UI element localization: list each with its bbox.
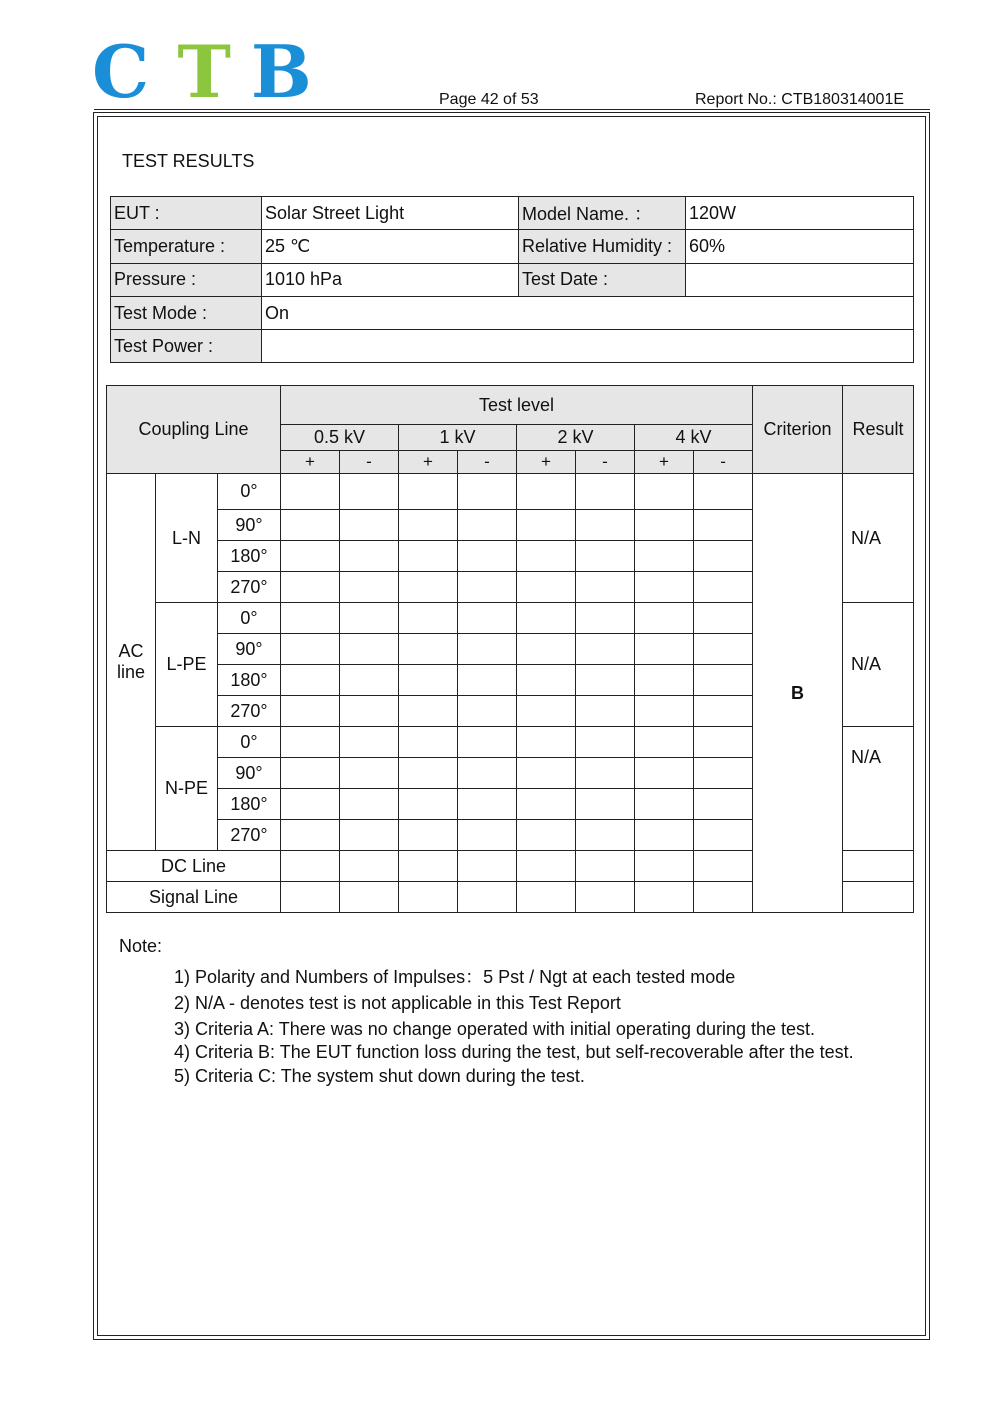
test-mode-value: On bbox=[262, 296, 914, 329]
angle-cell: 180° bbox=[218, 789, 281, 820]
coupling-line-header: Coupling Line bbox=[107, 386, 281, 474]
angle-cell: 90° bbox=[218, 634, 281, 665]
value-cell bbox=[576, 603, 635, 634]
value-cell bbox=[517, 758, 576, 789]
value-cell bbox=[340, 634, 399, 665]
temperature-value: 25 ℃ bbox=[262, 230, 519, 263]
value-cell bbox=[340, 758, 399, 789]
value-cell bbox=[517, 727, 576, 758]
result-header: Result bbox=[843, 386, 914, 474]
value-cell bbox=[635, 541, 694, 572]
value-cell bbox=[458, 727, 517, 758]
group-label-l-pe: L-PE bbox=[156, 603, 218, 727]
notes-list bbox=[174, 963, 854, 1087]
note-item: 3) Criteria A: There was no change operated with initial operating during the test. bbox=[174, 1019, 816, 1039]
value-cell bbox=[399, 789, 458, 820]
ctb-logo bbox=[92, 29, 314, 114]
value-cell bbox=[281, 510, 340, 541]
value-cell bbox=[399, 603, 458, 634]
value-cell bbox=[340, 474, 399, 510]
value-cell bbox=[340, 665, 399, 696]
humidity-label: Relative Humidity : bbox=[519, 230, 686, 263]
table-row bbox=[107, 474, 914, 510]
value-cell bbox=[458, 572, 517, 603]
test-info-table bbox=[110, 196, 914, 363]
value-cell bbox=[576, 727, 635, 758]
value-cell bbox=[281, 603, 340, 634]
value-cell bbox=[340, 696, 399, 727]
value-cell bbox=[281, 758, 340, 789]
value-cell bbox=[458, 603, 517, 634]
value-cell bbox=[635, 758, 694, 789]
value-cell bbox=[340, 510, 399, 541]
info-row bbox=[111, 230, 914, 263]
value-cell bbox=[576, 665, 635, 696]
eut-value: Solar Street Light bbox=[262, 197, 519, 230]
polarity-minus: - bbox=[576, 451, 635, 474]
value-cell bbox=[281, 474, 340, 510]
value-cell bbox=[399, 851, 458, 882]
value-cell bbox=[399, 572, 458, 603]
result-dc-line bbox=[843, 851, 914, 882]
value-cell bbox=[576, 474, 635, 510]
value-cell bbox=[694, 634, 753, 665]
value-cell bbox=[694, 820, 753, 851]
dc-line-label: DC Line bbox=[107, 851, 281, 882]
value-cell bbox=[694, 727, 753, 758]
test-date-label: Test Date : bbox=[519, 263, 686, 296]
value-cell bbox=[576, 572, 635, 603]
value-cell bbox=[694, 510, 753, 541]
value-cell bbox=[281, 851, 340, 882]
value-cell bbox=[399, 727, 458, 758]
value-cell bbox=[458, 789, 517, 820]
value-cell bbox=[399, 758, 458, 789]
info-row bbox=[111, 296, 914, 329]
angle-cell: 0° bbox=[218, 603, 281, 634]
value-cell bbox=[517, 882, 576, 913]
value-cell bbox=[340, 603, 399, 634]
value-cell bbox=[281, 789, 340, 820]
value-cell bbox=[694, 474, 753, 510]
angle-cell: 90° bbox=[218, 510, 281, 541]
pressure-label: Pressure : bbox=[111, 263, 262, 296]
group-label-n-pe: N-PE bbox=[156, 727, 218, 851]
value-cell bbox=[635, 474, 694, 510]
page-number: Page 42 of 53 bbox=[439, 91, 539, 108]
value-cell bbox=[694, 665, 753, 696]
value-cell bbox=[635, 603, 694, 634]
note-item: 5) Criteria C: The system shut down during the test. bbox=[174, 1066, 585, 1086]
value-cell bbox=[517, 789, 576, 820]
value-cell bbox=[458, 758, 517, 789]
value-cell bbox=[635, 572, 694, 603]
value-cell bbox=[281, 882, 340, 913]
polarity-plus: + bbox=[517, 451, 576, 474]
value-cell bbox=[694, 603, 753, 634]
test-results-table bbox=[106, 385, 914, 913]
humidity-value: 60% bbox=[686, 230, 914, 263]
test-level-header: Test level bbox=[281, 386, 753, 425]
value-cell bbox=[576, 510, 635, 541]
value-cell bbox=[576, 696, 635, 727]
value-cell bbox=[635, 727, 694, 758]
value-cell bbox=[340, 882, 399, 913]
value-cell bbox=[340, 727, 399, 758]
report-number: Report No.: CTB180314001E bbox=[695, 91, 905, 108]
value-cell bbox=[517, 603, 576, 634]
value-cell bbox=[458, 541, 517, 572]
test-mode-label: Test Mode : bbox=[111, 296, 262, 329]
value-cell bbox=[399, 541, 458, 572]
value-cell bbox=[635, 634, 694, 665]
polarity-minus: - bbox=[694, 451, 753, 474]
criterion-value: B bbox=[753, 474, 843, 913]
value-cell bbox=[399, 510, 458, 541]
logo-letter-c: C bbox=[92, 29, 152, 114]
value-cell bbox=[576, 820, 635, 851]
value-cell bbox=[517, 510, 576, 541]
result-l-pe: N/A bbox=[843, 603, 914, 727]
value-cell bbox=[635, 882, 694, 913]
value-cell bbox=[517, 541, 576, 572]
value-cell bbox=[340, 851, 399, 882]
value-cell bbox=[517, 572, 576, 603]
header-row bbox=[107, 386, 914, 425]
note-item: 2) N/A - denotes test is not applicable in this Test Report bbox=[174, 993, 621, 1013]
level-header: 0.5 kV bbox=[281, 425, 399, 451]
angle-cell: 0° bbox=[218, 727, 281, 758]
value-cell bbox=[694, 851, 753, 882]
polarity-plus: + bbox=[399, 451, 458, 474]
value-cell bbox=[458, 665, 517, 696]
value-cell bbox=[517, 696, 576, 727]
value-cell bbox=[281, 634, 340, 665]
model-label: Model Name. ： bbox=[519, 197, 686, 230]
logo-letter-t: T bbox=[177, 29, 233, 114]
value-cell bbox=[281, 696, 340, 727]
angle-cell: 90° bbox=[218, 758, 281, 789]
section-title: TEST RESULTS bbox=[122, 151, 255, 171]
value-cell bbox=[694, 758, 753, 789]
value-cell bbox=[281, 820, 340, 851]
criterion-header: Criterion bbox=[753, 386, 843, 474]
result-n-pe: N/A bbox=[843, 727, 914, 851]
logo-letter-b: B bbox=[250, 29, 314, 114]
value-cell bbox=[576, 789, 635, 820]
model-value: 120W bbox=[686, 197, 914, 230]
test-power-label: Test Power : bbox=[111, 330, 262, 363]
value-cell bbox=[340, 820, 399, 851]
group-label-l-n: L-N bbox=[156, 474, 218, 603]
pressure-value: 1010 hPa bbox=[262, 263, 519, 296]
value-cell bbox=[694, 696, 753, 727]
header-rule bbox=[94, 109, 930, 110]
angle-cell: 0° bbox=[218, 474, 281, 510]
value-cell bbox=[576, 541, 635, 572]
value-cell bbox=[517, 820, 576, 851]
angle-cell: 180° bbox=[218, 665, 281, 696]
value-cell bbox=[576, 882, 635, 913]
info-row bbox=[111, 197, 914, 230]
value-cell bbox=[281, 541, 340, 572]
notes-title: Note: bbox=[119, 936, 163, 956]
value-cell bbox=[399, 634, 458, 665]
value-cell bbox=[694, 882, 753, 913]
polarity-plus: + bbox=[281, 451, 340, 474]
value-cell bbox=[635, 665, 694, 696]
polarity-plus: + bbox=[635, 451, 694, 474]
value-cell bbox=[458, 820, 517, 851]
value-cell bbox=[458, 634, 517, 665]
level-header: 2 kV bbox=[517, 425, 635, 451]
value-cell bbox=[340, 789, 399, 820]
angle-cell: 270° bbox=[218, 572, 281, 603]
value-cell bbox=[635, 820, 694, 851]
value-cell bbox=[340, 572, 399, 603]
value-cell bbox=[458, 474, 517, 510]
value-cell bbox=[399, 665, 458, 696]
info-row bbox=[111, 330, 914, 363]
value-cell bbox=[576, 758, 635, 789]
value-cell bbox=[458, 696, 517, 727]
value-cell bbox=[281, 665, 340, 696]
note-item: 4) Criteria B: The EUT function loss during the test, but self-recoverable after the test. bbox=[174, 1042, 854, 1062]
polarity-minus: - bbox=[458, 451, 517, 474]
value-cell bbox=[694, 572, 753, 603]
test-power-value bbox=[262, 330, 914, 363]
temperature-label: Temperature : bbox=[111, 230, 262, 263]
value-cell bbox=[635, 510, 694, 541]
result-l-n: N/A bbox=[843, 474, 914, 603]
value-cell bbox=[281, 572, 340, 603]
value-cell bbox=[399, 882, 458, 913]
polarity-minus: - bbox=[340, 451, 399, 474]
test-date-value bbox=[686, 263, 914, 296]
value-cell bbox=[458, 510, 517, 541]
value-cell bbox=[576, 634, 635, 665]
value-cell bbox=[576, 851, 635, 882]
angle-cell: 270° bbox=[218, 696, 281, 727]
value-cell bbox=[635, 789, 694, 820]
value-cell bbox=[694, 789, 753, 820]
value-cell bbox=[458, 882, 517, 913]
value-cell bbox=[517, 851, 576, 882]
value-cell bbox=[281, 727, 340, 758]
note-item: 1) Polarity and Numbers of Impulses：5 Pst / Ngt at each tested mode bbox=[174, 967, 736, 987]
value-cell bbox=[635, 696, 694, 727]
value-cell bbox=[340, 541, 399, 572]
angle-cell: 180° bbox=[218, 541, 281, 572]
angle-cell: 270° bbox=[218, 820, 281, 851]
value-cell bbox=[694, 541, 753, 572]
level-header: 1 kV bbox=[399, 425, 517, 451]
value-cell bbox=[399, 474, 458, 510]
signal-line-label: Signal Line bbox=[107, 882, 281, 913]
value-cell bbox=[458, 851, 517, 882]
value-cell bbox=[517, 634, 576, 665]
value-cell bbox=[635, 851, 694, 882]
level-header: 4 kV bbox=[635, 425, 753, 451]
value-cell bbox=[517, 665, 576, 696]
value-cell bbox=[399, 696, 458, 727]
value-cell bbox=[399, 820, 458, 851]
eut-label: EUT : bbox=[111, 197, 262, 230]
info-row bbox=[111, 263, 914, 296]
result-signal-line bbox=[843, 882, 914, 913]
ac-line-label: AC line bbox=[107, 474, 156, 851]
value-cell bbox=[517, 474, 576, 510]
